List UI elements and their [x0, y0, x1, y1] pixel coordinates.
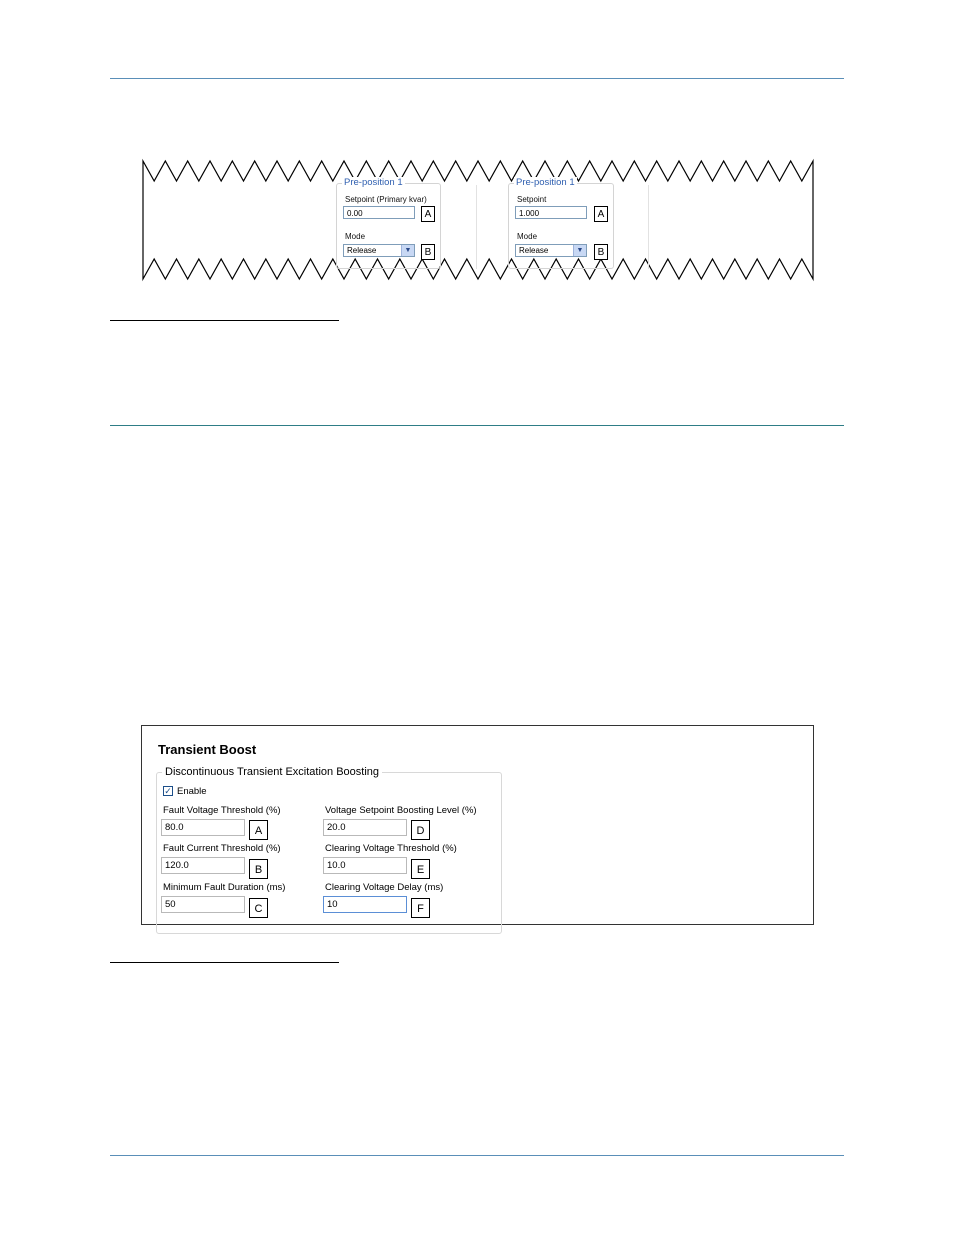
- group-2-callout-a: A: [594, 206, 608, 222]
- footer-rule: [110, 1155, 844, 1156]
- group-1-setpoint-label: Setpoint (Primary kvar): [345, 195, 427, 204]
- panel-divider: [648, 185, 649, 269]
- group-2-legend: Pre-position 1: [516, 177, 575, 188]
- panel-divider: [476, 185, 477, 269]
- callout-c: C: [249, 898, 268, 918]
- group-1-callout-a: A: [421, 206, 435, 222]
- group-1-mode-label: Mode: [345, 232, 366, 241]
- voltage-setpoint-boosting-level-input[interactable]: 20.0: [323, 819, 407, 836]
- clearing-voltage-threshold-label: Clearing Voltage Threshold (%): [325, 843, 457, 854]
- callout-a: A: [249, 820, 268, 840]
- caption-underline-1: [110, 320, 339, 321]
- group-1-mode-value: Release: [347, 246, 377, 255]
- caption-underline-2: [110, 962, 339, 963]
- group-2-setpoint-label: Setpoint: [517, 195, 547, 204]
- torn-edge-frame: [140, 157, 816, 283]
- group-legend: Discontinuous Transient Excitation Boosting: [162, 766, 382, 778]
- callout-f: F: [411, 898, 430, 918]
- fault-current-threshold-input[interactable]: 120.0: [161, 857, 245, 874]
- group-1-setpoint-input[interactable]: 0.00: [343, 206, 415, 219]
- fault-voltage-threshold-input[interactable]: 80.0: [161, 819, 245, 836]
- enable-checkbox[interactable]: ✓: [164, 786, 172, 796]
- section-rule: [110, 425, 844, 426]
- header-rule: [110, 78, 844, 79]
- transient-boost-group: [156, 766, 502, 934]
- minimum-fault-duration-label: Minimum Fault Duration (ms): [163, 882, 286, 893]
- transient-boost-screenshot: [141, 725, 814, 925]
- group-2-callout-b: B: [594, 244, 608, 260]
- enable-label: Enable: [177, 786, 207, 797]
- callout-b: B: [249, 859, 268, 879]
- clearing-voltage-threshold-input[interactable]: 10.0: [323, 857, 407, 874]
- clearing-voltage-delay-label: Clearing Voltage Delay (ms): [325, 882, 444, 893]
- group-1-callout-b: B: [421, 244, 435, 260]
- group-2-setpoint-input[interactable]: 1.000: [515, 206, 587, 219]
- page-title: Transient Boost: [158, 742, 257, 757]
- voltage-setpoint-boosting-level-label: Voltage Setpoint Boosting Level (%): [325, 805, 477, 816]
- callout-e: E: [411, 859, 430, 879]
- callout-d: D: [411, 820, 430, 840]
- clearing-voltage-delay-input[interactable]: 10: [323, 896, 407, 913]
- pre-position-screenshot: [140, 157, 816, 283]
- group-1-legend: Pre-position 1: [344, 177, 403, 188]
- fault-current-threshold-label: Fault Current Threshold (%): [163, 843, 281, 854]
- chevron-down-icon[interactable]: ▼: [573, 245, 586, 256]
- group-2-mode-value: Release: [519, 246, 549, 255]
- fault-voltage-threshold-label: Fault Voltage Threshold (%): [163, 805, 281, 816]
- group-2-mode-label: Mode: [517, 232, 538, 241]
- group-1-mode-select[interactable]: [343, 244, 415, 257]
- minimum-fault-duration-input[interactable]: 50: [161, 896, 245, 913]
- group-2-mode-select[interactable]: [515, 244, 587, 257]
- chevron-down-icon[interactable]: ▼: [401, 245, 414, 256]
